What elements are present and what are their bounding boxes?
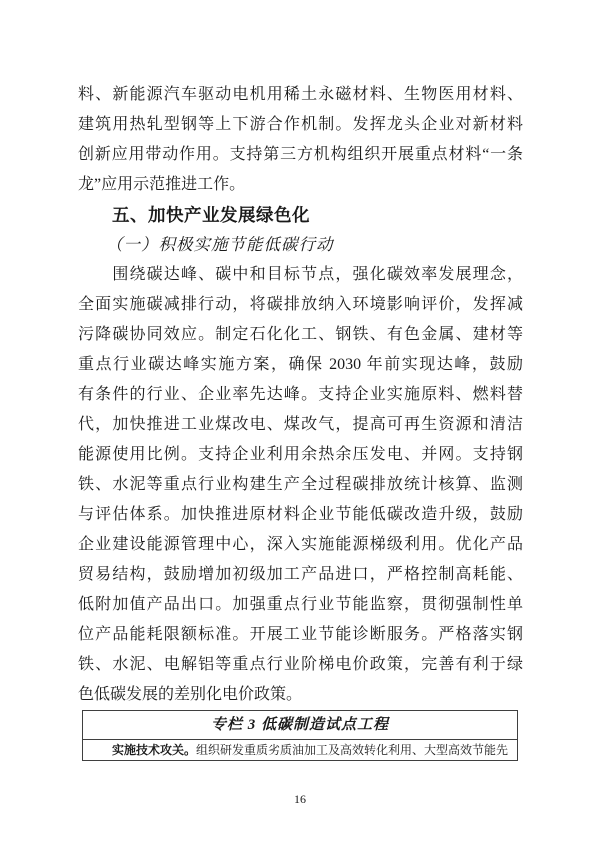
text-line: 色低碳发展的差别化电价政策。 <box>78 686 303 703</box>
text-line: 铁、水泥等重点行业构建生产全过程碳排放统计核算、监测 <box>78 476 523 493</box>
text-line: 企业建设能源管理中心，深入实施能源梯级利用。优化产品 <box>78 536 523 553</box>
text-line: 有条件的行业、企业率先达峰。支持企业实施原料、燃料替 <box>78 386 523 403</box>
text-line: 全面实施碳减排行动，将碳排放纳入环境影响评价，发挥减 <box>78 296 523 313</box>
panel-row-lead: 实施技术攻关。 <box>112 743 197 757</box>
text-line: 重点行业碳达峰实施方案，确保 2030 年前实现达峰，鼓励 <box>78 356 523 373</box>
main-paragraph <box>78 260 523 710</box>
text-line: 位产品能耗限额标准。开展工业节能诊断服务。严格落实钢 <box>78 626 523 643</box>
continuation-paragraph <box>78 80 523 200</box>
text-line: 铁、水泥、电解铝等重点行业阶梯电价政策，完善有利于绿 <box>78 656 523 673</box>
text-line: 围绕碳达峰、碳中和目标节点，强化碳效率发展理念， <box>78 266 523 283</box>
text-line: 污降碳协同效应。制定石化化工、钢铁、有色金属、建材等 <box>78 326 523 343</box>
panel-title: 专栏 3 低碳制造试点工程 <box>83 711 517 740</box>
text-line: 龙”应用示范推进工作。 <box>78 176 246 193</box>
text-line: 料、新能源汽车驱动电机用稀土永磁材料、生物医用材料、 <box>78 86 523 103</box>
text-column <box>78 80 523 761</box>
page-number: 16 <box>294 792 306 806</box>
section-heading: 五、加快产业发展绿色化 <box>112 205 310 225</box>
text-line: 与评估体系。加快推进原材料企业节能低碳改造升级，鼓励 <box>78 506 523 523</box>
text-line: 贸易结构，鼓励增加初级加工产品进口，严格控制高耗能、 <box>78 566 523 583</box>
text-line: 能源使用比例。支持企业利用余热余压发电、并网。支持钢 <box>78 446 523 463</box>
text-line: 代，加快推进工业煤改电、煤改气，提高可再生资源和清洁 <box>78 416 523 433</box>
subsection-heading: （一）积极实施节能低碳行动 <box>106 235 334 254</box>
panel-row-text: 组织研发重质劣质油加工及高效转化利用、大型高效节能先 <box>196 743 509 757</box>
text-line: 低附加值产品出口。加强重点行业节能监察，贯彻强制性单 <box>78 596 523 613</box>
column3-panel <box>82 710 518 761</box>
text-line: 建筑用热轧型钢等上下游合作机制。发挥龙头企业对新材料 <box>78 116 523 133</box>
text-line: 创新应用带动作用。支持第三方机构组织开展重点材料“一条 <box>78 146 523 163</box>
panel-row <box>83 740 517 760</box>
